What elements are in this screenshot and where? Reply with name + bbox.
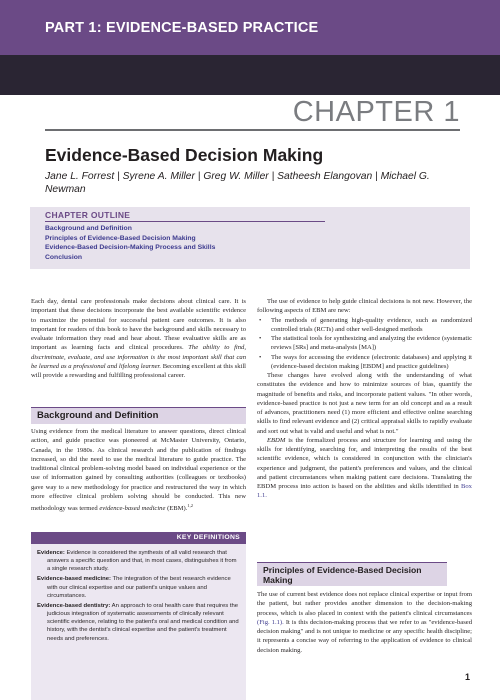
chapter-rule	[45, 129, 460, 131]
intro-paragraph-block	[31, 297, 246, 380]
header-dark-band	[0, 55, 500, 95]
ebdm-italic: EBDM	[267, 436, 286, 444]
definition-text: The integration of the best research evidence with our clinical expertise and our patient's unique values and circumstances.	[47, 576, 231, 599]
section-heading-background	[31, 407, 246, 424]
intro-italic-text: The ability to find, discriminate, evaluate, and use information is the most important skill that can be learned as a professional and lifelong learner.	[31, 344, 246, 370]
intro-paragraph	[31, 297, 246, 380]
chapter-outline-list	[45, 224, 215, 262]
right-paragraph-1: The use of evidence to help guide clinical decisions is not new. However, the following aspects of EBM are new:	[257, 298, 472, 315]
definition-text: An approach to oral health care that requires the judicious integration of systematic assessments of clinically relevant scientific evidence, relating to the patient's oral and medical condition and history, with the dentist's clinical expertise and the patient's treatment needs and preferences.	[47, 602, 239, 642]
definition-text: Evidence is considered the synthesis of all valid research that answers a specific question and that, in most cases, distinguishes it from a single research study.	[47, 550, 237, 573]
right-paragraph-2: These changes have evolved along with the understanding of what constitutes the evidence and how to minimize sources of bias, quantify the magnitude of benefits and risks, and incorporate patient values. "In other words, evidence-based practice is not just a new term for an old concept and as a result of advances, practitioners need (1) more efficient and effective online searching skills to find relevant evidence and (2) critical appraisal skills to rapidly evaluate and sort out what is valid and useful and what is not."	[257, 372, 472, 435]
definition-item	[37, 602, 240, 643]
chapter-title: Evidence-Based Decision Making	[45, 145, 324, 165]
background-paragraph-block	[31, 427, 246, 513]
part-title: PART 1: EVIDENCE-BASED PRACTICE	[45, 20, 319, 36]
figure-link[interactable]: (Fig. 1.1).	[257, 618, 284, 626]
definition-item	[37, 575, 240, 599]
outline-item[interactable]: Principles of Evidence-Based Decision Making	[45, 234, 196, 242]
section-heading-principles	[257, 562, 447, 586]
paragraph-3-text: is the formalized process and structure for learning and using the skills for identifying, searching for, and interpreting the results of the best scientific evidence, which is considered in conjunction with the clinician's experience and judgment, the patient's preferences and values, and the clinical and patient circumstances when making patient care decisions. Translating the EBDM process into action is based on the abilities and skills identified in	[257, 436, 472, 490]
key-definitions-heading: KEY DEFINITIONS	[176, 533, 240, 541]
definition-term: Evidence:	[37, 550, 65, 556]
definition-term: Evidence-based medicine:	[37, 576, 111, 583]
chapter-label: CHAPTER 1	[292, 96, 460, 128]
background-text: Using evidence from the medical literature to answer questions, direct clinical action, and guide practice was pioneered at McMaster University, Ontario, Canada, in the 1980s. As clinical research and the publication of findings increased, so did the need to use the medical literature to guide practice. The traditional clinical problem-solving model based on individual experience or the use of information gained by consulting authorities (colleagues or textbooks) gave way to a new methodology for practice and restructured the way in which more effective clinical problem solving should be conducted. This new methodology was termed	[31, 428, 246, 513]
definition-term: Evidence-based dentistry:	[37, 602, 111, 609]
right-paragraph-3	[257, 436, 472, 501]
background-italic-term: evidence-based medicine	[99, 505, 166, 513]
bullet-item: • The statistical tools for synthesizing and analyzing the evidence (systematic reviews [SRs] and meta-analysis [MA])	[257, 334, 472, 353]
ebm-aspects-list	[257, 316, 472, 372]
chapter-outline-rule	[45, 221, 325, 222]
principles-text-2: which is also placed in context with the patient's clinical circumstances	[280, 609, 472, 617]
definition-item	[37, 549, 240, 573]
key-definitions-list	[37, 549, 240, 645]
principles-paragraph-block	[257, 590, 472, 655]
chapter-outline-heading: CHAPTER OUTLINE	[45, 210, 131, 220]
reference-superscript: 1,2	[187, 503, 194, 508]
section-heading-text: Principles of Evidence-Based Decision Making	[263, 565, 422, 585]
outline-item[interactable]: Conclusion	[45, 253, 83, 261]
authors: Jane L. Forrest | Syrene A. Miller | Greg W. Miller | Satheesh Elangovan | Michael G. Newman	[45, 171, 430, 195]
bullet-item: • The ways for accessing the evidence (electronic databases) and applying it (evidence-based decision making [EBDM] and practice guidelines)	[257, 353, 472, 372]
background-paragraph	[31, 427, 246, 513]
principles-end-text: It is this decision-making process that we refer to as "evidence-based decision making" and is not unique to medicine or any specific health discipline; it represents a concise way of referring to the application of evidence to clinical decision making.	[257, 618, 472, 654]
section-heading-text: Background and Definition	[37, 410, 159, 421]
outline-item[interactable]: Background and Definition	[45, 225, 132, 232]
right-column-text	[257, 297, 472, 501]
outline-item[interactable]: Evidence-Based Decision-Making Process and Skills	[45, 244, 216, 252]
intro-text: Each day, dental care professionals make decisions about clinical care. It is important that these decisions incorporate the best available scientific evidence to maximize the potential for successful patient care outcomes. It is also important for readers of this book to have the background and skills necessary to evaluate information they read and hear about. These evaluative skills are as important as learning facts and clinical procedures.	[31, 298, 246, 352]
box-link[interactable]: Box 1.1.	[257, 483, 472, 500]
intro-end-text: Becoming excellent at this skill will provide a rewarding and fulfilling professional career.	[31, 362, 246, 379]
principles-paragraph	[257, 590, 472, 655]
bullet-item: • The methods of generating high-quality evidence, such as randomized controlled trials (RCTs) and other well-designed methods	[257, 316, 472, 335]
page-number: 1	[464, 672, 470, 682]
background-end-text: (EBM).	[167, 505, 188, 513]
principles-text: The use of current best evidence does not replace clinical expertise or input from the patient, but rather provides another dimension to the decision-making process,	[257, 591, 472, 617]
key-definitions-header	[31, 532, 246, 544]
